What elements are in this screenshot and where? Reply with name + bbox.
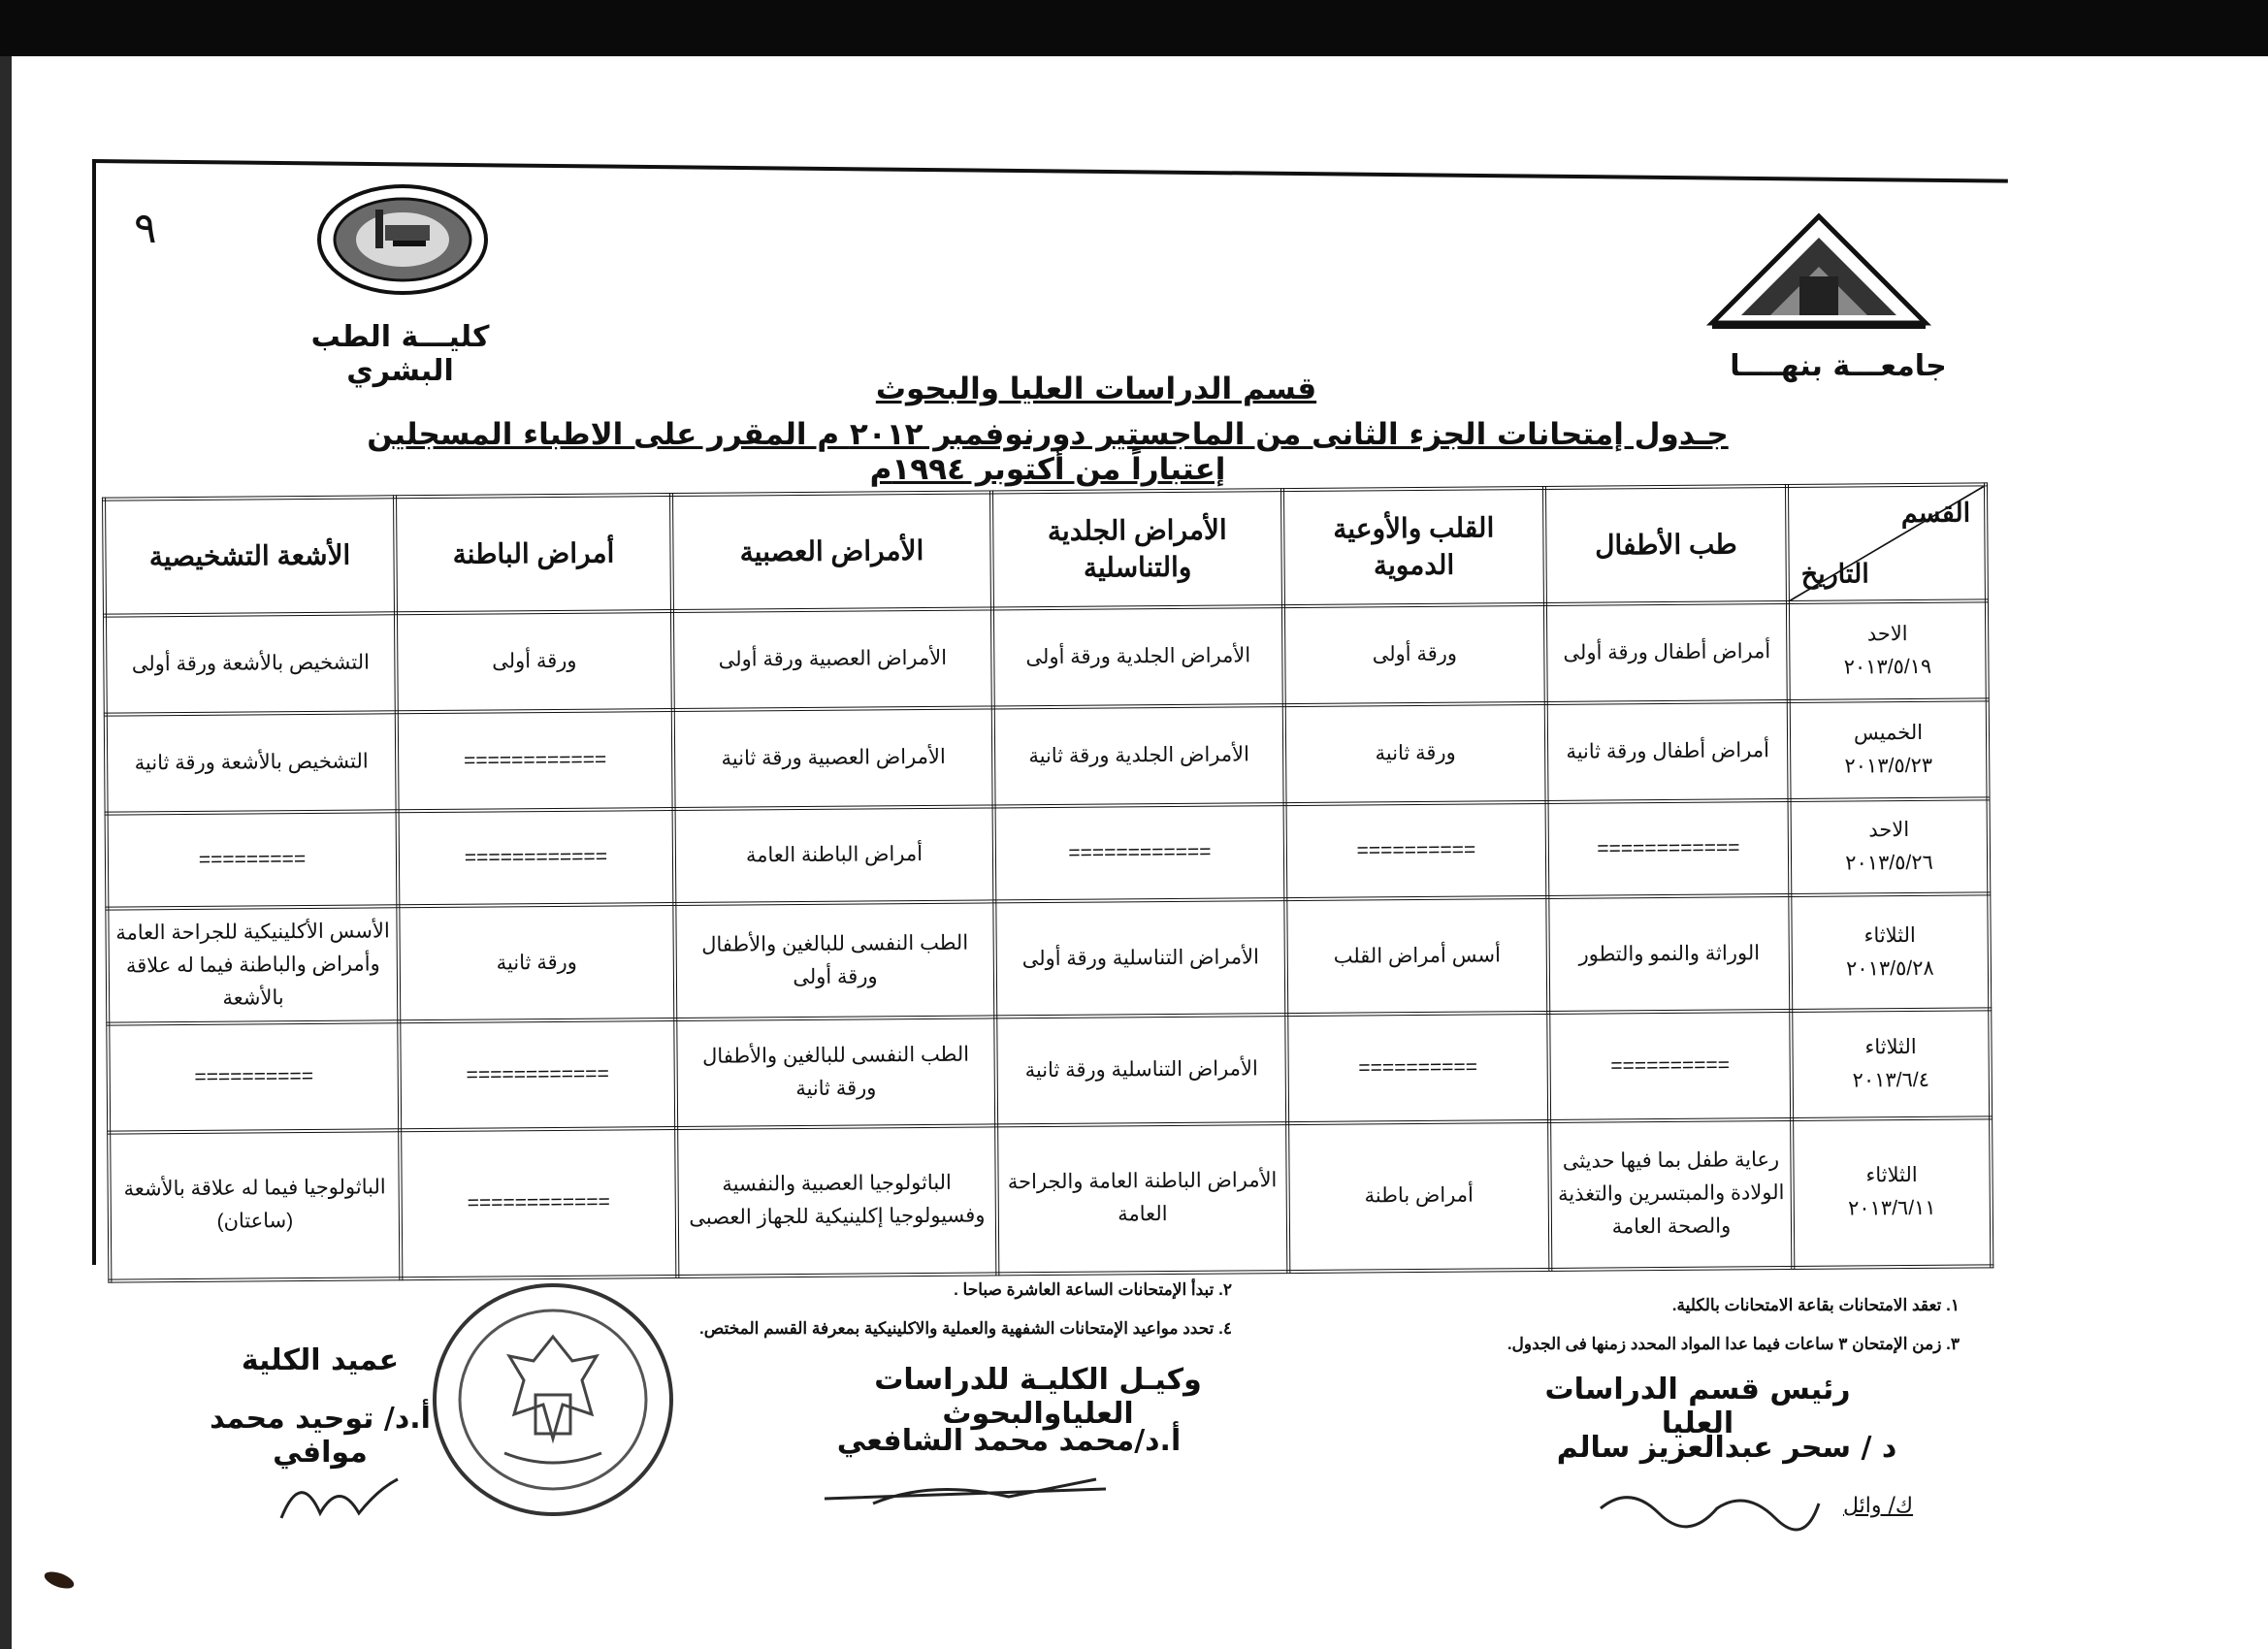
note-1: ١. تعقد الامتحانات بقاعة الامتحانات بالكلية.	[1671, 1296, 1960, 1314]
head-name: د / سحر عبدالعزيز سالم	[1556, 1431, 1897, 1465]
note-3: ٣. زمن الإمتحان ٣ ساعات فيما عدا المواد المحدد زمنها فى الجدول.	[1507, 1335, 1960, 1353]
schedule-cell: أمراض باطنة	[1287, 1121, 1550, 1272]
schedule-cell: ورقة أولى	[396, 611, 673, 712]
schedule-cell: أمراض الباطنة العامة	[674, 807, 995, 905]
schedule-cell: ============	[994, 804, 1286, 901]
date-cell	[1792, 1117, 1992, 1268]
exam-date: ٢٠١٣/٥/٢٦	[1845, 852, 1933, 875]
exam-date: ٢٠١٣/٦/٤	[1852, 1068, 1930, 1092]
schedule-cell: أمراض أطفال ورقة أولى	[1545, 602, 1789, 703]
date-cell	[1790, 894, 1990, 1011]
schedule-cell: الأمراض الباطنة العامة والجراحة العامة	[996, 1123, 1288, 1274]
schedule-cell: =========	[107, 812, 399, 909]
head-title: رئيس قسم الدراسات العليا	[1544, 1373, 1851, 1440]
date-cell	[1788, 601, 1988, 702]
corner-header-cell	[1787, 484, 1987, 602]
note-2: ٢. تبدأ الإمتحانات الساعة العاشرة صباحا .	[954, 1280, 1232, 1299]
table-header-row	[104, 484, 1987, 616]
vice-dean-name: أ.د/محمد محمد الشافعي	[836, 1424, 1182, 1458]
university-name: جامعـــة بنهــــا	[1730, 349, 1947, 383]
exam-date: ٢٠١٣/٥/١٩	[1843, 656, 1932, 679]
page-number: ٩	[134, 204, 157, 253]
schedule-cell: ============	[399, 1019, 676, 1130]
vice-dean-signature	[815, 1460, 1125, 1518]
schedule-cell: ============	[398, 809, 675, 906]
vice-dean-title: وكيـل الكليـة للدراسات العلياوالبحوث	[874, 1363, 1202, 1431]
schedule-cell: أمراض أطفال ورقة ثانية	[1546, 701, 1790, 802]
schedule-cell: ورقة ثانية	[398, 904, 675, 1021]
schedule-cell: ==========	[1285, 802, 1548, 899]
table-row	[107, 894, 1990, 1024]
schedule-cell: الأسس الأكلينيكية للجراحة العامة وأمراض والباطنة فيما له علاقة بالأشعة	[107, 907, 399, 1024]
ink-blot	[43, 1568, 77, 1592]
dean-title: عميد الكلية	[241, 1343, 400, 1377]
day-name: الثلاثاء	[1863, 923, 1916, 947]
schedule-cell: ورقة ثانية	[1284, 703, 1547, 804]
clerk-initials: ك/ وائل	[1843, 1494, 1914, 1518]
schedule-cell: ==========	[1548, 1011, 1792, 1121]
college-seal-logo	[315, 182, 490, 297]
schedule-cell: الأمراض العصبية ورقة أولى	[672, 609, 993, 711]
date-cell	[1791, 1009, 1991, 1119]
department-heading: قسم الدراسات العليا والبحوث	[875, 372, 1317, 406]
day-name: الخميس	[1853, 722, 1924, 745]
note-4: ٤. تحدد مواعيد الإمتحانات الشفهية والعملية والاكلينيكية بمعرفة القسم المختص.	[699, 1319, 1232, 1338]
table-row	[105, 601, 1988, 715]
schedule-title: جـدول إمتحانات الجزء الثانى من الماجستير دورنوفمبر ٢٠١٢ م المقرر على الاطباء المسجلين إعتباراً من أكتوبر ١٩٩٤م	[367, 417, 1729, 487]
schedule-cell: ============	[1547, 800, 1791, 897]
dean-name: أ.د/ توحيد محمد موافي	[210, 1402, 431, 1470]
schedule-cell: رعاية طفل بما فيها حديثى الولادة والمبتسرين والتغذية والصحة العامة	[1549, 1119, 1793, 1270]
day-name: الاحد	[1868, 819, 1910, 842]
day-name: الثلاثاء	[1865, 1164, 1918, 1187]
schedule-cell: الباثولوجيا فيما له علاقة بالأشعة (ساعتان)	[109, 1130, 401, 1280]
date-cell	[1789, 700, 1989, 801]
schedule-cell: ==========	[1286, 1013, 1549, 1123]
exam-date: ٢٠١٣/٦/١١	[1847, 1197, 1936, 1220]
header-top-rule	[92, 159, 2008, 183]
table-row	[106, 700, 1989, 814]
column-header: طب الأطفال	[1544, 486, 1788, 604]
official-stamp	[427, 1278, 679, 1521]
table-row	[109, 1117, 1992, 1280]
schedule-cell: التشخيص بالأشعة ورقة أولى	[105, 614, 397, 715]
dean-signature	[272, 1460, 407, 1537]
schedule-cell: ============	[397, 710, 674, 811]
college-name: كليـــة الطب البشري	[310, 320, 490, 388]
schedule-cell: التشخيص بالأشعة ورقة ثانية	[106, 713, 398, 814]
column-header: الأشعة التشخيصية	[104, 497, 396, 616]
schedule-cell: الأمراض الجلدية ورقة ثانية	[993, 705, 1285, 806]
page-left-rule	[92, 159, 96, 1265]
exam-date: ٢٠١٣/٥/٢٣	[1844, 755, 1933, 778]
schedule-cell: الأمراض العصبية ورقة ثانية	[673, 708, 994, 810]
schedule-cell: الباثولوجيا العصبية والنفسية وفسيولوجيا إكلينيكية للجهاز العصبى	[676, 1125, 997, 1277]
table-row	[108, 1009, 1991, 1132]
column-header: الأمراض العصبية	[671, 492, 992, 611]
university-logo	[1702, 209, 1935, 335]
schedule-cell: الطب النفسى للبالغين والأطفال ورقة ثانية	[675, 1017, 996, 1128]
column-header: أمراض الباطنة	[395, 495, 672, 614]
schedule-cell: الأمراض التناسلية ورقة أولى	[994, 899, 1286, 1017]
column-header: الأمراض الجلدية والتناسلية	[991, 490, 1283, 609]
scan-left-border	[0, 56, 12, 1649]
day-name: الثلاثاء	[1864, 1035, 1917, 1059]
table-row	[107, 799, 1990, 909]
schedule-cell: ==========	[108, 1021, 400, 1133]
date-cell	[1790, 799, 1990, 896]
schedule-cell: أسس أمراض القلب	[1285, 897, 1548, 1014]
schedule-cell: ============	[400, 1128, 677, 1278]
corner-label-date: التاريخ	[1800, 559, 1869, 590]
schedule-cell: الطب النفسى للبالغين والأطفال ورقة أولى	[674, 902, 995, 1019]
schedule-cell: الأمراض الجلدية ورقة أولى	[992, 606, 1284, 707]
schedule-cell: الوراثة والنمو والتطور	[1547, 895, 1791, 1012]
column-header: القلب والأوعية الدموية	[1282, 488, 1545, 606]
day-name: الاحد	[1866, 623, 1908, 646]
schedule-cell: الأمراض التناسلية ورقة ثانية	[995, 1015, 1287, 1126]
scan-top-border	[0, 0, 2268, 56]
schedule-cell: ورقة أولى	[1283, 604, 1546, 705]
exam-schedule-table	[102, 482, 1993, 1282]
exam-date: ٢٠١٣/٥/٢٨	[1845, 956, 1934, 981]
head-signature	[1591, 1479, 1824, 1537]
corner-label-department: القسم	[1900, 498, 1971, 529]
